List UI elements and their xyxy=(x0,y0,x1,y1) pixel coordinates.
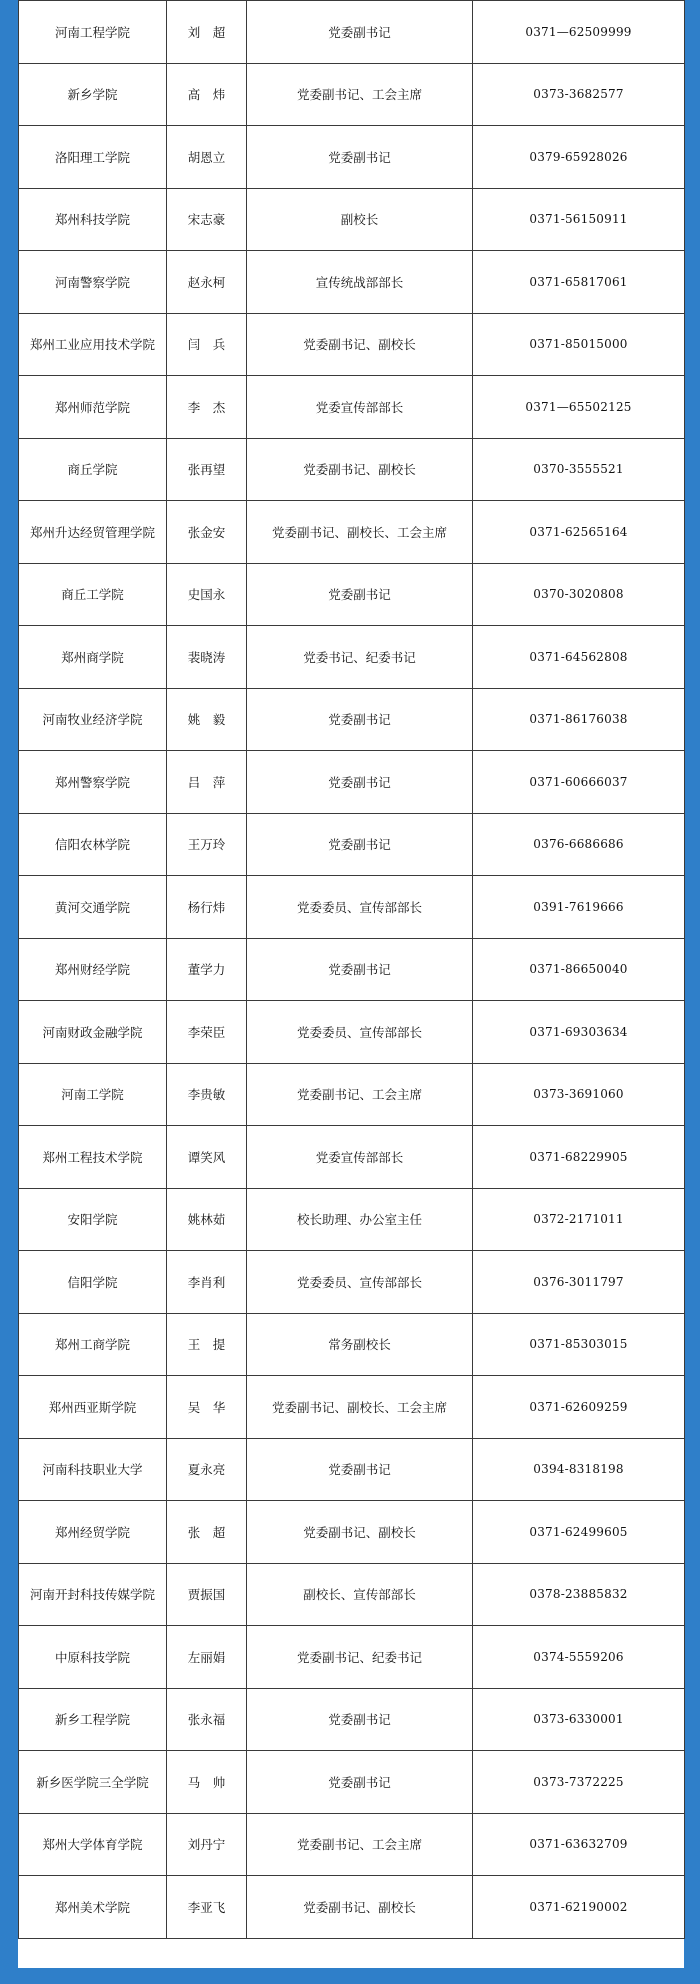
table-row xyxy=(19,938,685,1001)
phone-cell: 0379-65928026 xyxy=(473,126,685,189)
position-cell: 副校长 xyxy=(247,188,473,251)
school-cell: 郑州商学院 xyxy=(19,626,167,689)
school-cell: 信阳农林学院 xyxy=(19,813,167,876)
name-cell: 王 提 xyxy=(167,1313,247,1376)
table-row xyxy=(19,63,685,126)
school-cell: 河南工程学院 xyxy=(19,1,167,64)
table-row xyxy=(19,1001,685,1064)
phone-cell: 0373-6330001 xyxy=(473,1688,685,1751)
position-cell: 校长助理、办公室主任 xyxy=(247,1188,473,1251)
name-cell: 左丽娟 xyxy=(167,1626,247,1689)
position-cell: 党委副书记 xyxy=(247,1438,473,1501)
phone-cell: 0371—62509999 xyxy=(473,1,685,64)
name-cell: 贾振国 xyxy=(167,1563,247,1626)
phone-cell: 0371-85015000 xyxy=(473,313,685,376)
table-row xyxy=(19,501,685,564)
phone-cell: 0391-7619666 xyxy=(473,876,685,939)
school-cell: 新乡医学院三全学院 xyxy=(19,1751,167,1814)
name-cell: 杨行炜 xyxy=(167,876,247,939)
table-row xyxy=(19,1751,685,1814)
school-cell: 安阳学院 xyxy=(19,1188,167,1251)
position-cell: 党委副书记 xyxy=(247,688,473,751)
phone-cell: 0373-3691060 xyxy=(473,1063,685,1126)
name-cell: 赵永柯 xyxy=(167,251,247,314)
position-cell: 党委宣传部部长 xyxy=(247,376,473,439)
position-cell: 党委副书记、纪委书记 xyxy=(247,1626,473,1689)
name-cell: 张永福 xyxy=(167,1688,247,1751)
table-row xyxy=(19,876,685,939)
position-cell: 党委副书记 xyxy=(247,1688,473,1751)
name-cell: 闫 兵 xyxy=(167,313,247,376)
table-row xyxy=(19,1251,685,1314)
position-cell: 党委副书记 xyxy=(247,1,473,64)
name-cell: 刘丹宁 xyxy=(167,1813,247,1876)
contact-table xyxy=(18,0,685,1939)
position-cell: 党委副书记、副校长 xyxy=(247,1501,473,1564)
name-cell: 李 杰 xyxy=(167,376,247,439)
position-cell: 党委副书记、副校长 xyxy=(247,1876,473,1939)
table-row xyxy=(19,1376,685,1439)
position-cell: 党委副书记 xyxy=(247,751,473,814)
table-row xyxy=(19,1188,685,1251)
phone-cell: 0370-3020808 xyxy=(473,563,685,626)
phone-cell: 0371-56150911 xyxy=(473,188,685,251)
name-cell: 张金安 xyxy=(167,501,247,564)
school-cell: 信阳学院 xyxy=(19,1251,167,1314)
table-row xyxy=(19,1313,685,1376)
name-cell: 李荣臣 xyxy=(167,1001,247,1064)
table-row xyxy=(19,1626,685,1689)
school-cell: 商丘学院 xyxy=(19,438,167,501)
table-row xyxy=(19,1563,685,1626)
name-cell: 董学力 xyxy=(167,938,247,1001)
school-cell: 新乡工程学院 xyxy=(19,1688,167,1751)
table-row xyxy=(19,1813,685,1876)
name-cell: 裴晓涛 xyxy=(167,626,247,689)
table-row xyxy=(19,1126,685,1189)
phone-cell: 0371-68229905 xyxy=(473,1126,685,1189)
name-cell: 高 炜 xyxy=(167,63,247,126)
position-cell: 党委副书记、工会主席 xyxy=(247,1813,473,1876)
phone-cell: 0371-86176038 xyxy=(473,688,685,751)
position-cell: 党委宣传部部长 xyxy=(247,1126,473,1189)
school-cell: 河南开封科技传媒学院 xyxy=(19,1563,167,1626)
school-cell: 河南牧业经济学院 xyxy=(19,688,167,751)
name-cell: 吴 华 xyxy=(167,1376,247,1439)
phone-cell: 0376-6686686 xyxy=(473,813,685,876)
table-row xyxy=(19,251,685,314)
position-cell: 副校长、宣传部部长 xyxy=(247,1563,473,1626)
name-cell: 胡恩立 xyxy=(167,126,247,189)
table-row xyxy=(19,1063,685,1126)
position-cell: 党委副书记、副校长 xyxy=(247,438,473,501)
position-cell: 党委副书记 xyxy=(247,938,473,1001)
name-cell: 李贵敏 xyxy=(167,1063,247,1126)
table-row xyxy=(19,1876,685,1939)
table-row xyxy=(19,813,685,876)
phone-cell: 0371-86650040 xyxy=(473,938,685,1001)
table-row xyxy=(19,688,685,751)
phone-cell: 0371-62499605 xyxy=(473,1501,685,1564)
phone-cell: 0371-65817061 xyxy=(473,251,685,314)
school-cell: 郑州美术学院 xyxy=(19,1876,167,1939)
position-cell: 党委副书记、工会主席 xyxy=(247,1063,473,1126)
name-cell: 谭笑风 xyxy=(167,1126,247,1189)
phone-cell: 0371-60666037 xyxy=(473,751,685,814)
position-cell: 党委副书记 xyxy=(247,563,473,626)
table-row xyxy=(19,1688,685,1751)
school-cell: 郑州升达经贸管理学院 xyxy=(19,501,167,564)
table-row xyxy=(19,751,685,814)
table-row xyxy=(19,126,685,189)
position-cell: 党委委员、宣传部部长 xyxy=(247,1251,473,1314)
name-cell: 姚 毅 xyxy=(167,688,247,751)
name-cell: 史国永 xyxy=(167,563,247,626)
name-cell: 张再望 xyxy=(167,438,247,501)
position-cell: 党委委员、宣传部部长 xyxy=(247,876,473,939)
name-cell: 王万玲 xyxy=(167,813,247,876)
school-cell: 郑州科技学院 xyxy=(19,188,167,251)
position-cell: 党委副书记、副校长 xyxy=(247,313,473,376)
school-cell: 洛阳理工学院 xyxy=(19,126,167,189)
name-cell: 宋志豪 xyxy=(167,188,247,251)
table-row xyxy=(19,1,685,64)
bottom-background-band xyxy=(0,1968,700,1984)
school-cell: 郑州西亚斯学院 xyxy=(19,1376,167,1439)
school-cell: 郑州财经学院 xyxy=(19,938,167,1001)
phone-cell: 0374-5559206 xyxy=(473,1626,685,1689)
position-cell: 党委副书记、副校长、工会主席 xyxy=(247,1376,473,1439)
position-cell: 党委委员、宣传部部长 xyxy=(247,1001,473,1064)
table-row xyxy=(19,376,685,439)
school-cell: 郑州警察学院 xyxy=(19,751,167,814)
name-cell: 刘 超 xyxy=(167,1,247,64)
table-row xyxy=(19,313,685,376)
name-cell: 张 超 xyxy=(167,1501,247,1564)
table-row xyxy=(19,626,685,689)
position-cell: 宣传统战部部长 xyxy=(247,251,473,314)
school-cell: 郑州师范学院 xyxy=(19,376,167,439)
school-cell: 河南财政金融学院 xyxy=(19,1001,167,1064)
phone-cell: 0373-3682577 xyxy=(473,63,685,126)
position-cell: 党委副书记 xyxy=(247,813,473,876)
phone-cell: 0371-69303634 xyxy=(473,1001,685,1064)
phone-cell: 0373-7372225 xyxy=(473,1751,685,1814)
table-row xyxy=(19,1501,685,1564)
phone-cell: 0371-62565164 xyxy=(473,501,685,564)
school-cell: 郑州工业应用技术学院 xyxy=(19,313,167,376)
school-cell: 河南科技职业大学 xyxy=(19,1438,167,1501)
phone-cell: 0371-64562808 xyxy=(473,626,685,689)
phone-cell: 0394-8318198 xyxy=(473,1438,685,1501)
name-cell: 马 帅 xyxy=(167,1751,247,1814)
position-cell: 常务副校长 xyxy=(247,1313,473,1376)
position-cell: 党委书记、纪委书记 xyxy=(247,626,473,689)
position-cell: 党委副书记、副校长、工会主席 xyxy=(247,501,473,564)
table-row xyxy=(19,563,685,626)
position-cell: 党委副书记、工会主席 xyxy=(247,63,473,126)
school-cell: 郑州大学体育学院 xyxy=(19,1813,167,1876)
position-cell: 党委副书记 xyxy=(247,126,473,189)
phone-cell: 0371-62190002 xyxy=(473,1876,685,1939)
school-cell: 郑州经贸学院 xyxy=(19,1501,167,1564)
contact-table-sheet xyxy=(18,0,684,1968)
table-row xyxy=(19,438,685,501)
name-cell: 夏永亮 xyxy=(167,1438,247,1501)
phone-cell: 0371-85303015 xyxy=(473,1313,685,1376)
contact-table-body xyxy=(19,1,685,1939)
name-cell: 李亚飞 xyxy=(167,1876,247,1939)
phone-cell: 0371-63632709 xyxy=(473,1813,685,1876)
position-cell: 党委副书记 xyxy=(247,1751,473,1814)
phone-cell: 0371—65502125 xyxy=(473,376,685,439)
phone-cell: 0376-3011797 xyxy=(473,1251,685,1314)
school-cell: 新乡学院 xyxy=(19,63,167,126)
phone-cell: 0370-3555521 xyxy=(473,438,685,501)
school-cell: 河南警察学院 xyxy=(19,251,167,314)
phone-cell: 0371-62609259 xyxy=(473,1376,685,1439)
phone-cell: 0378-23885832 xyxy=(473,1563,685,1626)
table-row xyxy=(19,1438,685,1501)
name-cell: 李肖利 xyxy=(167,1251,247,1314)
name-cell: 姚林茹 xyxy=(167,1188,247,1251)
school-cell: 商丘工学院 xyxy=(19,563,167,626)
school-cell: 河南工学院 xyxy=(19,1063,167,1126)
table-row xyxy=(19,188,685,251)
school-cell: 中原科技学院 xyxy=(19,1626,167,1689)
phone-cell: 0372-2171011 xyxy=(473,1188,685,1251)
name-cell: 吕 萍 xyxy=(167,751,247,814)
school-cell: 黄河交通学院 xyxy=(19,876,167,939)
school-cell: 郑州工商学院 xyxy=(19,1313,167,1376)
school-cell: 郑州工程技术学院 xyxy=(19,1126,167,1189)
